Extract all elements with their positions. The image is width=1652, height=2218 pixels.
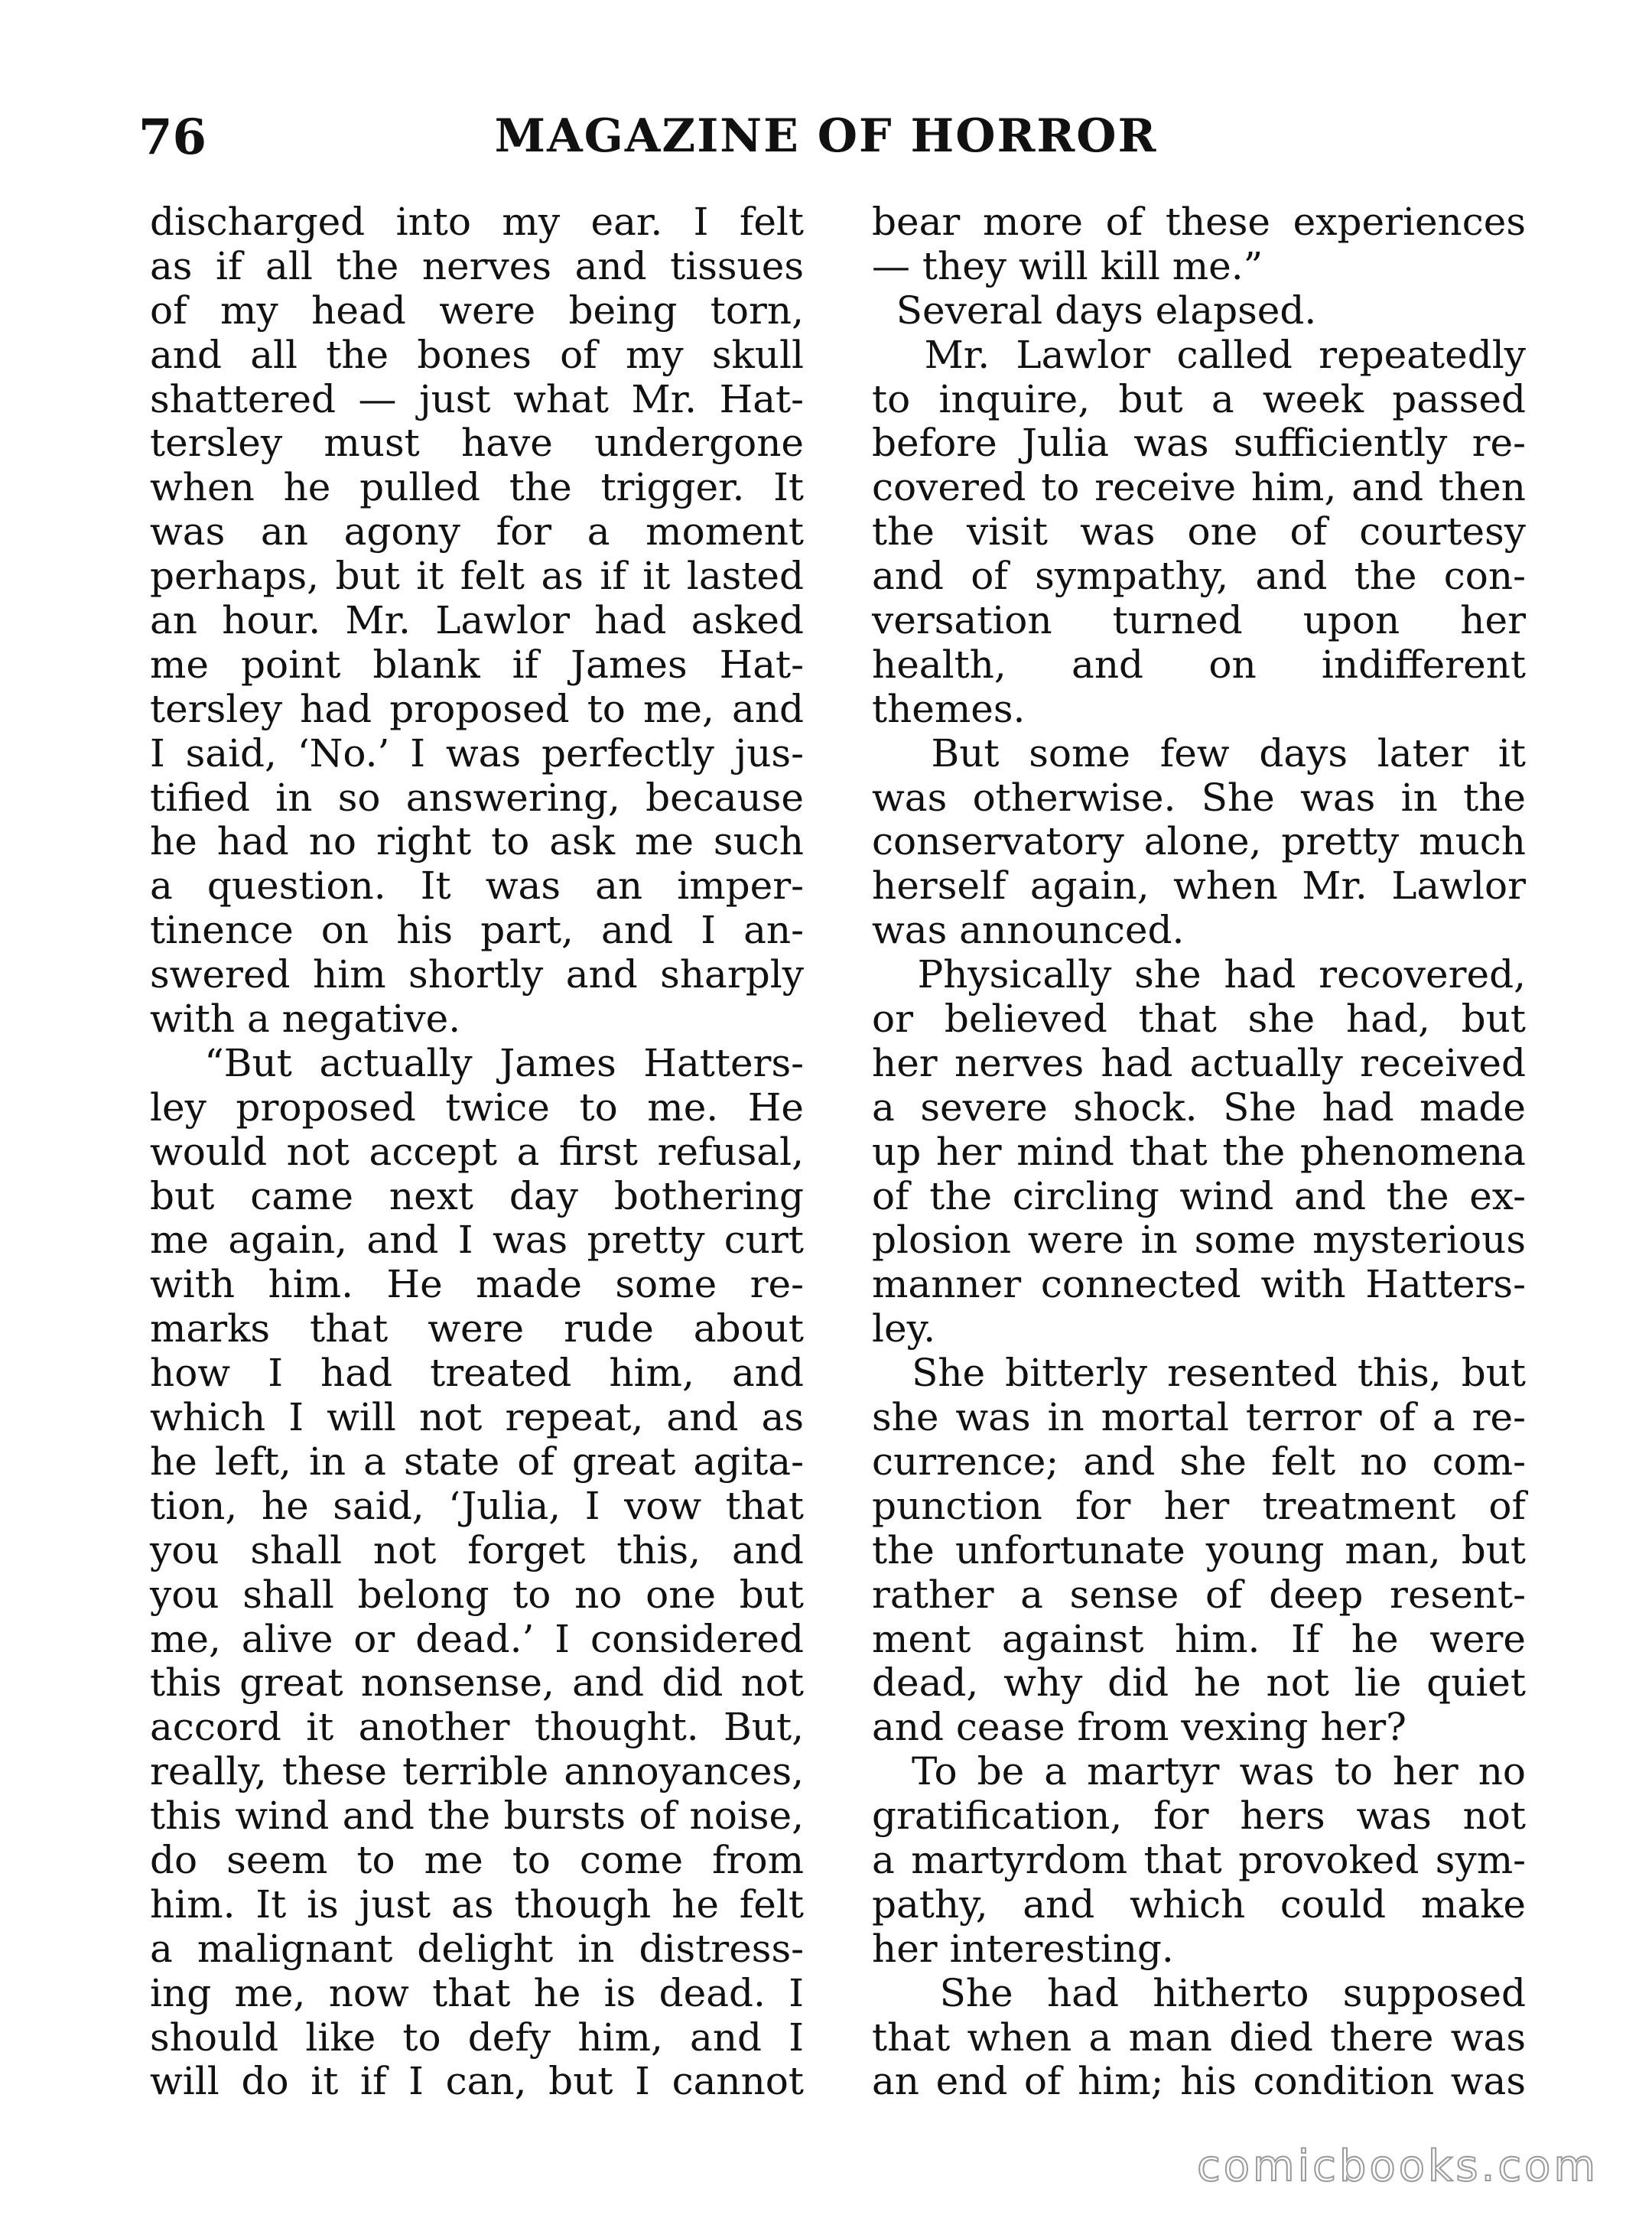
text-line: marks that were rude about bbox=[150, 1306, 804, 1351]
text-line: should like to defy him, and I bbox=[150, 2015, 804, 2060]
text-line: covered to receive him, and then bbox=[872, 465, 1526, 510]
text-line: was otherwise. She was in the bbox=[872, 775, 1526, 820]
text-line: versation turned upon her bbox=[872, 598, 1526, 643]
text-line: conservatory alone, pretty much bbox=[872, 819, 1526, 864]
text-line: a malignant delight in distress- bbox=[150, 1926, 804, 1971]
text-line: when he pulled the trigger. It bbox=[150, 465, 804, 510]
text-line: tersley had proposed to me, and bbox=[150, 686, 804, 731]
text-line: currence; and she felt no com- bbox=[872, 1439, 1526, 1484]
text-line: was an agony for a moment bbox=[150, 509, 804, 554]
text-line: ley. bbox=[872, 1306, 936, 1351]
text-line: rather a sense of deep resent- bbox=[872, 1572, 1526, 1617]
text-line: she was in mortal terror of a re- bbox=[872, 1395, 1526, 1440]
text-line: and all the bones of my skull bbox=[150, 332, 804, 377]
text-line: She had hitherto supposed bbox=[872, 1970, 1526, 2015]
text-line: would not accept a first refusal, bbox=[150, 1129, 804, 1174]
text-line: perhaps, but it felt as if it lasted bbox=[150, 554, 804, 599]
text-line: accord it another thought. But, bbox=[150, 1705, 804, 1750]
text-line: you shall not forget this, and bbox=[150, 1527, 804, 1572]
page-number: 76 bbox=[138, 109, 207, 166]
text-line: the unfortunate young man, but bbox=[872, 1527, 1526, 1572]
text-line: tinence on his part, and I an- bbox=[150, 908, 804, 953]
text-line: She bitterly resented this, but bbox=[872, 1351, 1526, 1396]
text-line: a martyrdom that provoked sym- bbox=[872, 1837, 1526, 1882]
text-line: with him. He made some re- bbox=[150, 1262, 804, 1307]
text-line: will do it if I can, but I cannot bbox=[150, 2059, 804, 2104]
text-line: plosion were in some mysterious bbox=[872, 1218, 1526, 1263]
text-line: of the circling wind and the ex- bbox=[872, 1173, 1526, 1218]
text-line: Several days elapsed. bbox=[872, 288, 1317, 333]
text-line: her interesting. bbox=[872, 1926, 1174, 1971]
text-line: tion, he said, ‘Julia, I vow that bbox=[150, 1483, 804, 1528]
text-line: and of sympathy, and the con- bbox=[872, 554, 1526, 599]
text-line: an end of him; his condition was bbox=[872, 2059, 1526, 2104]
text-line: or believed that she had, but bbox=[872, 997, 1526, 1042]
text-line: me point blank if James Hat- bbox=[150, 642, 804, 687]
text-line: this great nonsense, and did not bbox=[150, 1660, 804, 1706]
text-line: pathy, and which could make bbox=[872, 1881, 1526, 1927]
text-line: but came next day bothering bbox=[150, 1173, 804, 1218]
text-line: themes. bbox=[872, 686, 1026, 731]
text-line: of my head were being torn, bbox=[150, 288, 804, 333]
text-line: discharged into my ear. I felt bbox=[150, 200, 804, 244]
text-line: before Julia was sufficiently re- bbox=[872, 421, 1526, 466]
text-line: ing me, now that he is dead. I bbox=[150, 1970, 804, 2015]
text-line: as if all the nerves and tissues bbox=[150, 243, 804, 288]
text-line: you shall belong to no one but bbox=[150, 1572, 804, 1617]
text-line: the visit was one of courtesy bbox=[872, 509, 1526, 554]
text-line: which I will not repeat, and as bbox=[150, 1395, 804, 1440]
text-line: do seem to me to come from bbox=[150, 1837, 804, 1882]
text-line: ley proposed twice to me. He bbox=[150, 1085, 804, 1130]
text-line: punction for her treatment of bbox=[872, 1483, 1526, 1528]
text-line: tersley must have undergone bbox=[150, 421, 804, 466]
text-line: really, these terrible annoyances, bbox=[150, 1749, 804, 1794]
text-line: him. It is just as though he felt bbox=[150, 1881, 804, 1927]
text-line: — they will kill me.” bbox=[872, 243, 1263, 288]
text-line: he had no right to ask me such bbox=[150, 819, 804, 864]
right-column bbox=[872, 200, 1526, 2104]
text-line: Physically she had recovered, bbox=[872, 952, 1526, 997]
text-line: was announced. bbox=[872, 908, 1185, 953]
text-line: and cease from vexing her? bbox=[872, 1705, 1406, 1750]
text-line: “But actually James Hatters- bbox=[150, 1040, 804, 1085]
text-line: to inquire, but a week passed bbox=[872, 376, 1526, 421]
text-line: up her mind that the phenomena bbox=[872, 1129, 1526, 1174]
watermark: comicbooks.com bbox=[1196, 2142, 1598, 2191]
text-line: Mr. Lawlor called repeatedly bbox=[872, 332, 1526, 377]
text-line: health, and on indifferent bbox=[872, 642, 1526, 687]
text-line: how I had treated him, and bbox=[150, 1351, 804, 1396]
text-line: that when a man died there was bbox=[872, 2015, 1526, 2060]
text-line: shattered — just what Mr. Hat- bbox=[150, 376, 804, 421]
text-line: this wind and the bursts of noise, bbox=[150, 1794, 804, 1839]
text-line: swered him shortly and sharply bbox=[150, 952, 804, 997]
text-line: with a negative. bbox=[150, 997, 461, 1042]
text-line: her nerves had actually received bbox=[872, 1040, 1526, 1085]
text-line: a severe shock. She had made bbox=[872, 1085, 1526, 1130]
text-line: gratification, for hers was not bbox=[872, 1794, 1526, 1839]
text-line: me, alive or dead.’ I considered bbox=[150, 1616, 804, 1661]
text-line: To be a martyr was to her no bbox=[872, 1749, 1526, 1794]
text-line: an hour. Mr. Lawlor had asked bbox=[150, 598, 804, 643]
text-line: me again, and I was pretty curt bbox=[150, 1218, 804, 1263]
running-head-title: MAGAZINE OF HORROR bbox=[494, 109, 1158, 163]
text-line: I said, ‘No.’ I was perfectly jus- bbox=[150, 730, 804, 776]
text-line: ment against him. If he were bbox=[872, 1616, 1526, 1661]
text-line: herself again, when Mr. Lawlor bbox=[872, 863, 1526, 909]
text-line: dead, why did he not lie quiet bbox=[872, 1660, 1526, 1706]
text-line: bear more of these experiences bbox=[872, 200, 1526, 244]
text-line: manner connected with Hatters- bbox=[872, 1262, 1526, 1307]
text-line: tified in so answering, because bbox=[150, 775, 804, 820]
text-line: he left, in a state of great agita- bbox=[150, 1439, 804, 1484]
text-line: a question. It was an imper- bbox=[150, 863, 804, 909]
left-column bbox=[150, 200, 804, 2104]
text-line: But some few days later it bbox=[872, 730, 1526, 776]
